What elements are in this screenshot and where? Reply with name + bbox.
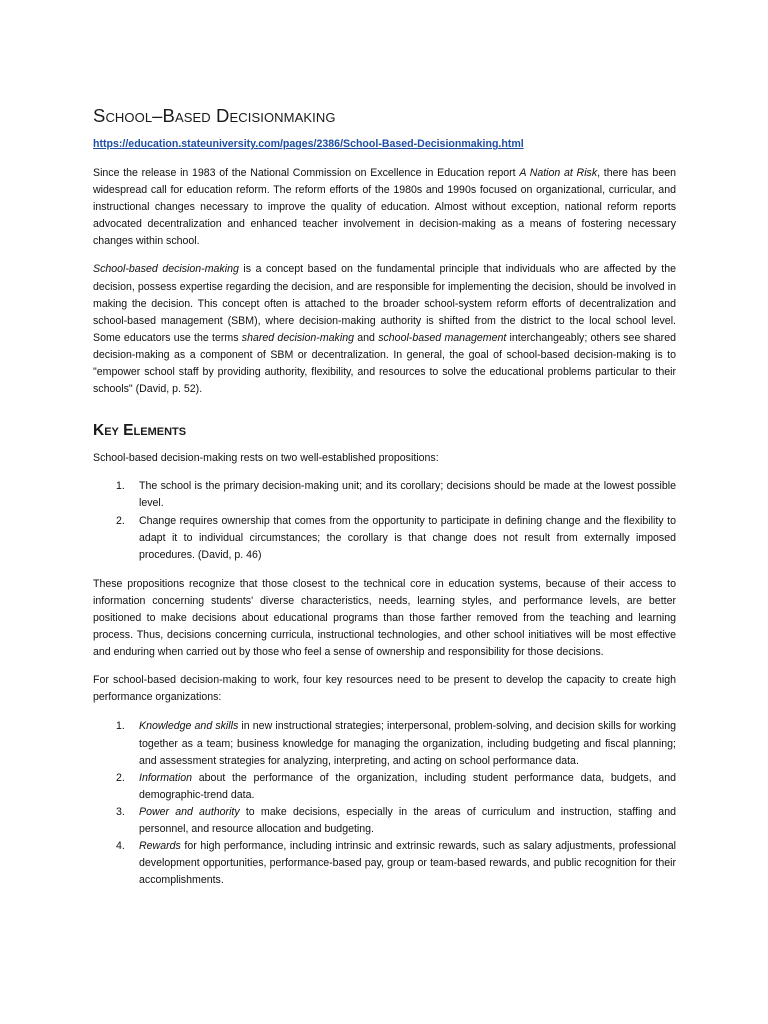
text-run: Since the release in 1983 of the National Commission on Excellence in Education report [93, 167, 520, 179]
report-title: A Nation at Risk [519, 167, 598, 179]
list-term: Information [139, 771, 192, 784]
source-link[interactable]: https://education.stateuniversity.com/pages/2386/School-Based-Decisionmaking.html [93, 138, 524, 150]
definition-paragraph [93, 261, 676, 398]
list-item [93, 838, 676, 889]
list-item [93, 718, 676, 769]
list-number: 4. [116, 840, 125, 853]
list-number: 2. [116, 514, 125, 527]
propositions-list [93, 478, 676, 563]
list-item [93, 804, 676, 838]
intro-paragraph [93, 165, 676, 250]
text-run: , there has been widespread call for education reform. The reform efforts of the 1980s and 1990s focused on organizational, curricular, and instructional changes necessary to improve the quality of education. Almost without exception, national reform reports advocated decentralization and enhanced teacher involvement in decision-making as a means of fostering necessary changes within school. [93, 167, 676, 248]
list-text: for high performance, including intrinsic and extrinsic rewards, such as salary adjustments, professional development opportunities, performance-based pay, group or team-based rewards, and public recognition for their accomplishments. [139, 840, 676, 887]
resources-list [93, 718, 676, 889]
text-run: and [353, 331, 379, 344]
list-item [93, 513, 676, 564]
document-title: School–Based Decisionmaking [93, 105, 336, 126]
list-term: Rewards [139, 840, 181, 853]
text-run: interchangeably; others see shared decision-making as a component of SBM or decentralization. In general, the goal of school-based decision-making is to "empower school staff by providing authority, flexibility, and resources to solve the educational problems particular to their schools" (David, p. 52). [93, 331, 676, 396]
list-item [93, 478, 676, 512]
propositions-paragraph: These propositions recognize that those closest to the technical core in education systems, because of their access to information concerning students' diverse characteristics, needs, learning styles, and performance levels, are better positioned to make decisions about educational programs than those farther removed from the teaching and learning process. Thus, decisions concerning curricula, instructional technologies, and other school initiatives will be most effective and enduring when carried out by those who feel a sense of ownership and responsibility for those decisions. [93, 577, 676, 659]
term-emphasis: school-based management [378, 331, 507, 344]
key-elements-heading: Key Elements [93, 422, 187, 440]
list-number: 2. [116, 771, 125, 784]
list-term: Power and authority [139, 805, 240, 818]
resources-intro: For school-based decision-making to work, four key resources need to be present to develop the capacity to create high performance organizations: [93, 674, 676, 704]
list-term: Knowledge and skills [139, 720, 239, 733]
list-text: Change requires ownership that comes from the opportunity to participate in defining change and the flexibility to adapt it to individual circumstances; the corollary is that change does not result from externally imposed procedures. (David, p. 46) [139, 514, 676, 561]
list-number: 1. [116, 720, 125, 733]
list-text: The school is the primary decision-making unit; and its corollary; decisions should be made at the lowest possible level. [139, 480, 676, 510]
propositions-intro: School-based decision-making rests on two well-established propositions: [93, 452, 439, 465]
list-text: in new instructional strategies; interpersonal, problem-solving, and decision skills for working together as a team; business knowledge for managing the organization, including budgeting and fiscal planning; and assessment strategies for analyzing, interpreting, and acting on school performance data. [139, 720, 676, 767]
list-text: about the performance of the organization, including student performance data, budgets, and demographic-trend data. [139, 771, 676, 801]
term-emphasis: shared decision-making [241, 331, 354, 344]
term-emphasis: School-based decision-making [93, 263, 239, 276]
list-number: 1. [116, 480, 125, 493]
list-number: 3. [116, 805, 125, 818]
list-text: to make decisions, especially in the areas of curriculum and instruction, staffing and personnel, and resource allocation and budgeting. [139, 805, 676, 835]
text-run: is a concept based on the fundamental principle that individuals who are affected by the decision, possess expertise regarding the decision, and are responsible for implementing the decision, should be involved in making the decision. This concept often is attached to the broader school-system reform efforts of decentralization and school-based management (SBM), where decision-making authority is shifted from the district to the local school level. Some educators use the terms [93, 263, 676, 344]
list-item [93, 770, 676, 804]
